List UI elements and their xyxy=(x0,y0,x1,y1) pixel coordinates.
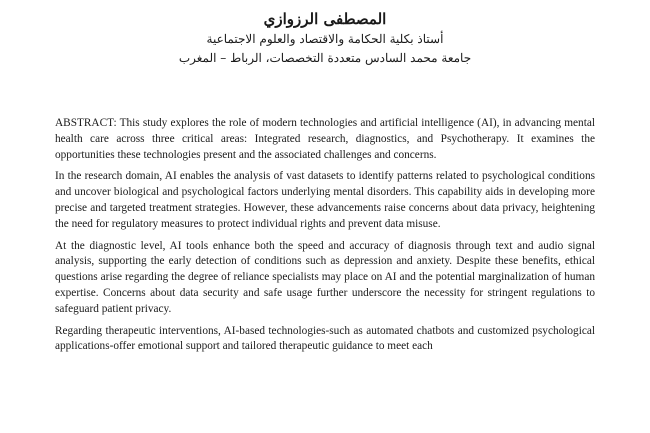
abstract-body xyxy=(55,116,595,361)
affiliation-faculty: أستاذ بكلية الحكامة والاقتصاد والعلوم الاجتماعية xyxy=(206,32,444,46)
diagnostic-paragraph: At the diagnostic level, AI tools enhance both the speed and accuracy of diagnosis through text and audio signal analysis, supporting the early detection of conditions such as depression and anxiety. Despite these benefits, ethical questions arise regarding the degree of reliance specialists may place on AI and the potential marginalization of human expertise. Concerns about data security and safe usage further underscore the necessity for stringent regulations to safeguard patient privacy. xyxy=(55,239,595,315)
affiliation-university: جامعة محمد السادس متعددة التخصصات، الرباط – المغرب xyxy=(178,51,472,65)
research-paragraph: In the research domain, AI enables the analysis of vast datasets to identify patterns related to psychological conditions and uncover biological and psychological factors underlying mental disorders. This capability aids in developing more precise and targeted treatment strategies. However, these advancements raise concerns about data privacy, heightening the need for regulatory measures to protect individual rights and prevent data misuse. xyxy=(55,170,595,230)
author-header xyxy=(0,8,650,68)
author-name: المصطفى الرزوازي xyxy=(263,10,387,28)
therapy-paragraph: Regarding therapeutic interventions, AI-based technologies-such as automated chatbots and customized psychological applications-offer emotional support and tailored therapeutic guidance to meet each xyxy=(55,324,595,353)
abstract-paragraph: ABSTRACT: This study explores the role of modern technologies and artificial intelligence (AI), in advancing mental health care across three critical areas: Integrated research, diagnostics, and Psychotherapy. It examines the opportunities these technologies present and the associated challenges and concerns. xyxy=(55,117,595,161)
